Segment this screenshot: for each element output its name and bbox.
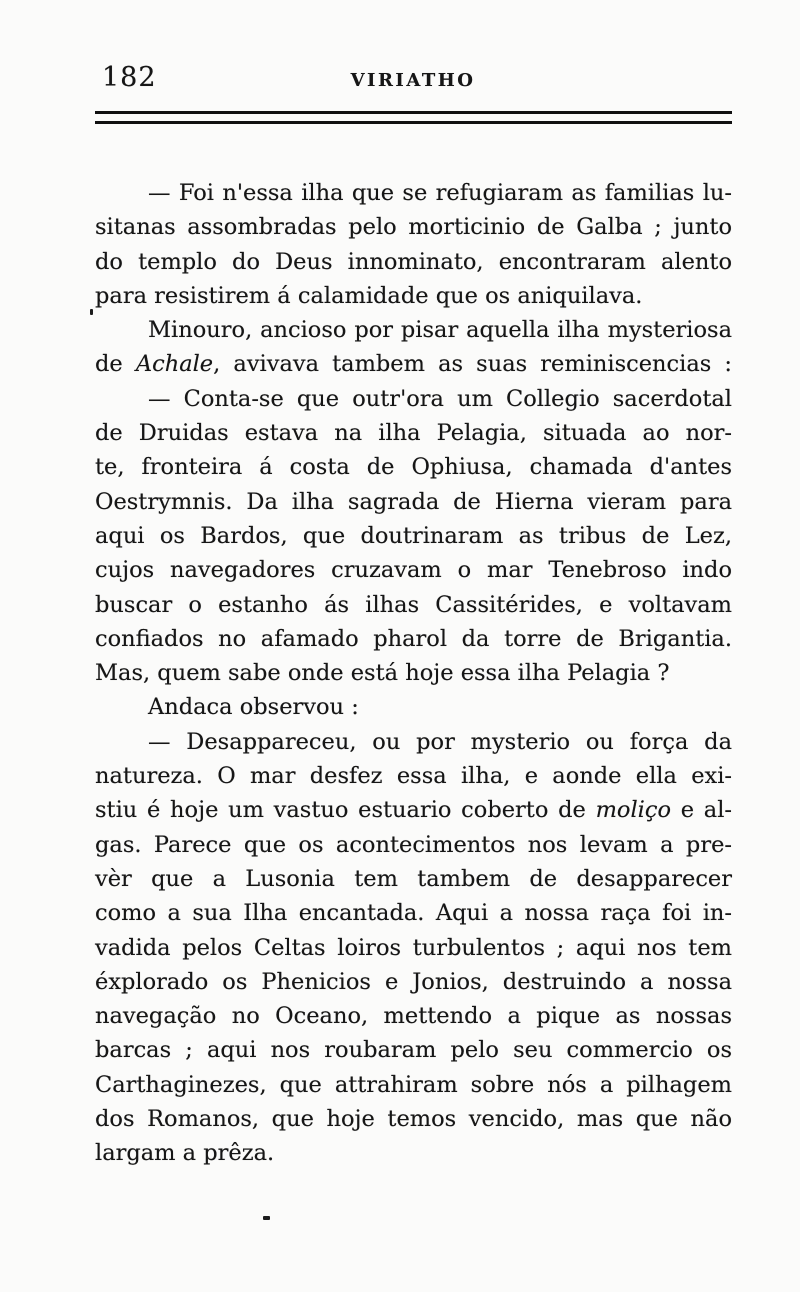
text-line	[95, 245, 732, 279]
text-segment: como a sua Ilha encantada. Aqui a nossa raça foi in-	[95, 900, 732, 927]
text-segment: buscar o estanho ás ilhas Cassitérides, e voltavam	[95, 591, 732, 618]
ink-speck	[263, 1216, 270, 1220]
text-segment: éxplorado os Phenicios e Jonios, destruindo a nossa	[95, 968, 732, 995]
ink-speck	[90, 309, 93, 315]
text-segment: , avivava tambem as suas reminiscencias :	[213, 351, 733, 378]
text-segment: aqui os Bardos, que doutrinaram as tribus de Lez,	[95, 522, 732, 549]
text-line	[95, 279, 732, 313]
running-header-title: VIRIATHO	[350, 70, 476, 91]
header-rule-top	[95, 111, 732, 114]
text-segment: do templo do Deus innominato, encontraram alento	[95, 248, 732, 275]
italic-text-segment: Achale	[135, 351, 214, 378]
text-line	[95, 759, 732, 793]
text-line	[95, 553, 732, 587]
text-segment: vadida pelos Celtas loiros turbulentos ; aqui nos tem	[95, 934, 732, 961]
text-line	[95, 313, 732, 347]
text-segment: navegação no Oceano, mettendo a pique as nossas	[95, 1003, 732, 1030]
text-segment: dos Romanos, que hoje temos vencido, mas que não	[95, 1106, 732, 1133]
text-line	[95, 999, 732, 1033]
text-line	[95, 210, 732, 244]
text-segment: — Conta-se que outr'ora um Collegio sacerdotal	[148, 385, 732, 412]
text-segment: de	[95, 351, 136, 378]
text-segment: gas. Parece que os acontecimentos nos levam a pre-	[95, 831, 732, 858]
text-segment: Mas, quem sabe onde está hoje essa ilha Pelagia ?	[95, 660, 670, 687]
text-segment: largam a prêza.	[95, 1140, 275, 1167]
text-line	[95, 622, 732, 656]
text-line	[95, 1033, 732, 1067]
text-line	[95, 382, 732, 416]
text-line	[95, 347, 732, 381]
text-segment: stiu é hoje um vastuo estuario coberto de	[95, 797, 596, 824]
text-line	[95, 656, 732, 690]
text-line	[95, 690, 732, 724]
text-segment: vèr que a Lusonia tem tambem de desapparecer	[95, 865, 732, 892]
text-segment: — Desappareceu, ou por mysterio ou força da	[148, 728, 732, 755]
text-segment: de Druidas estava na ilha Pelagia, situada ao nor-	[95, 420, 732, 447]
text-segment: Oestrymnis. Da ilha sagrada de Hierna vieram para	[95, 488, 732, 515]
text-line	[95, 725, 732, 759]
text-segment: confiados no afamado pharol da torre de Brigantia.	[95, 625, 732, 652]
page-number: 182	[102, 62, 157, 93]
text-line	[95, 965, 732, 999]
text-segment: para resistirem á calamidade que os aniquilava.	[95, 282, 643, 309]
text-segment: e al-	[671, 797, 732, 824]
text-line	[95, 931, 732, 965]
text-line	[95, 1068, 732, 1102]
text-line	[95, 828, 732, 862]
text-segment: Carthaginezes, que attrahiram sobre nós a pilhagem	[95, 1071, 732, 1098]
text-block	[95, 176, 732, 1171]
header-rule-bottom	[95, 121, 732, 124]
text-line	[95, 450, 732, 484]
text-line	[95, 588, 732, 622]
text-line	[95, 862, 732, 896]
text-segment: Andaca observou :	[148, 694, 359, 721]
text-segment: — Foi n'essa ilha que se refugiaram as familias lu-	[148, 180, 732, 206]
text-segment: natureza. O mar desfez essa ilha, e aonde ella exi-	[95, 763, 732, 790]
text-segment: cujos navegadores cruzavam o mar Tenebroso indo	[95, 557, 732, 584]
text-line	[95, 519, 732, 553]
text-line	[95, 896, 732, 930]
text-segment: barcas ; aqui nos roubaram pelo seu commercio os	[95, 1037, 732, 1064]
text-segment: te, fronteira á costa de Ophiusa, chamada d'antes	[95, 454, 732, 481]
text-segment: sitanas assombradas pelo morticinio de Galba ; junto	[95, 214, 732, 241]
text-line	[95, 1102, 732, 1136]
text-segment: Minouro, ancioso por pisar aquella ilha mysteriosa	[148, 317, 732, 344]
text-line	[95, 793, 732, 827]
text-line	[95, 485, 732, 519]
italic-text-segment: moliço	[595, 797, 671, 824]
text-line	[95, 416, 732, 450]
text-line	[95, 1136, 732, 1170]
text-line	[95, 176, 732, 210]
